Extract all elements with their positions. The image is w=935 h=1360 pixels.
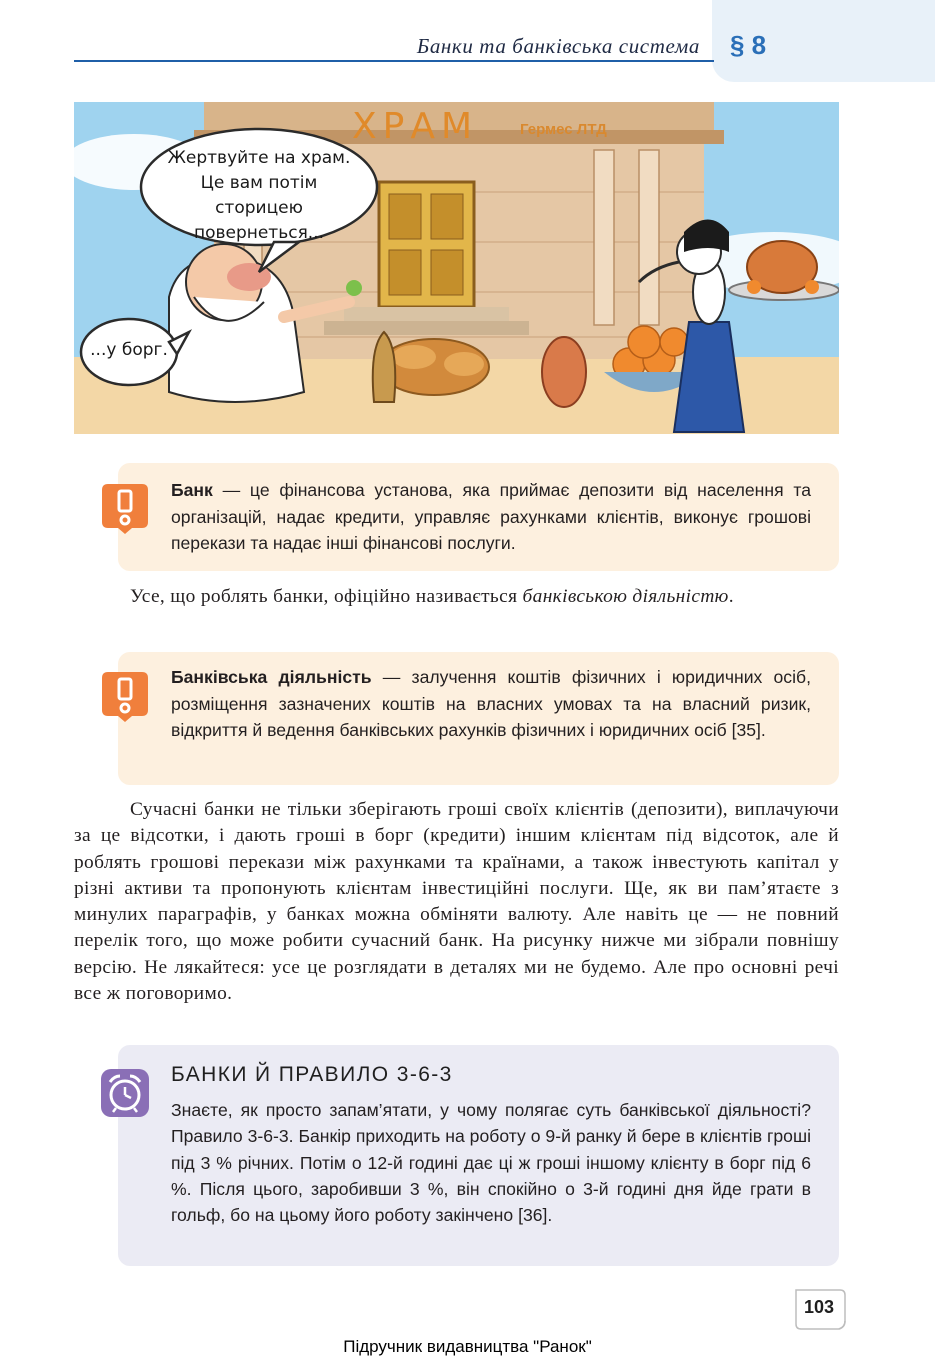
definition-term: Банк xyxy=(171,480,213,500)
definition-box-banking xyxy=(118,652,839,785)
exclamation-icon xyxy=(100,480,150,534)
paragraph-1-end: . xyxy=(728,586,734,607)
paragraph-2 xyxy=(74,797,839,1007)
alarm-clock-icon xyxy=(100,1068,150,1118)
paragraph-1-text: Усе, що роблять банки, офіційно називається xyxy=(130,586,523,607)
paragraph-2-text: Сучасні банки не тільки зберігають гроші своїх клієнтів (депозити), виплачуючи за це відсотки, і дають гроші в борг (кредити) іншим клієнтам під відсоток, але й роблять грошові перекази між рахунками та країнами, а також інвестують капітал у різні активи та пропонують клієнтам інвестиційні послуги. Ще, як ви пам’ятаєте з минулих параграфів, у банках можна обміняти валюту. Але навіть це — не повний перелік того, що може робити сучасний банк. На рисунку нижче ми зібрали повнішу версію. Не лякайтеся: усе це розглядати в деталях ми не будемо. Але про основні речі все ж поговоримо. xyxy=(74,799,839,1005)
paragraph-1 xyxy=(74,584,839,610)
note-text: Знаєте, як просто запам’ятати, у чому полягає суть банківської діяльності? Правило 3-6-3. Банкір приходить на роботу о 9-й ранку й бере в клієнтів гроші під 3 % річних. Потім о 12-й годині дає ці ж гроші іншому клієнту в борг під 6 %. Після цього, заробивши 3 %, він спокійно о 3-й годині дня йде грати в гольф, бо на цьому його роботу закінчено [36]. xyxy=(171,1100,811,1226)
temple-illustration xyxy=(74,102,839,434)
temple-sign: ХРАМ xyxy=(352,106,479,147)
definition-term: Банківська діяльність xyxy=(171,667,372,687)
exclamation-icon xyxy=(100,668,150,722)
paragraph-1-italic: банківською діяльністю xyxy=(522,586,729,607)
speech-bubble-1-text: Жертвуйте на храм. Це вам потім сторицею повернеться... xyxy=(167,148,351,243)
publisher-line: Підручник видавництва "Ранок" xyxy=(343,1337,592,1356)
note-title: БАНКИ Й ПРАВИЛО 3-6-3 xyxy=(171,1063,453,1086)
note-box-rule-363 xyxy=(118,1045,839,1266)
section-number: § 8 xyxy=(730,30,767,60)
definition-banking-text xyxy=(171,664,811,744)
definition-body: — залучення коштів фізичних і юридичних осіб, розміщення зазначених коштів на власних умовах та на власний ризик, відкриття й ведення банківських рахунків фізичних і юридичних осіб [35]. xyxy=(171,667,811,740)
header-rule xyxy=(74,60,714,62)
definition-box-bank xyxy=(118,463,839,571)
definition-body: — це фінансова установа, яка приймає депозити від населення та організацій, надає кредити, управляє рахунками клієнтів, виконує грошові перекази та надає інші фінансові послуги. xyxy=(171,480,811,553)
speech-bubble-2-text: ...у борг. xyxy=(90,340,168,360)
definition-bank-text xyxy=(171,477,811,557)
running-header-title: Банки та банківська система xyxy=(416,34,700,58)
page-number-badge xyxy=(790,1286,848,1332)
temple-sign-sub: Гермес ЛТД xyxy=(520,121,607,138)
page-number: 103 xyxy=(804,1297,835,1317)
